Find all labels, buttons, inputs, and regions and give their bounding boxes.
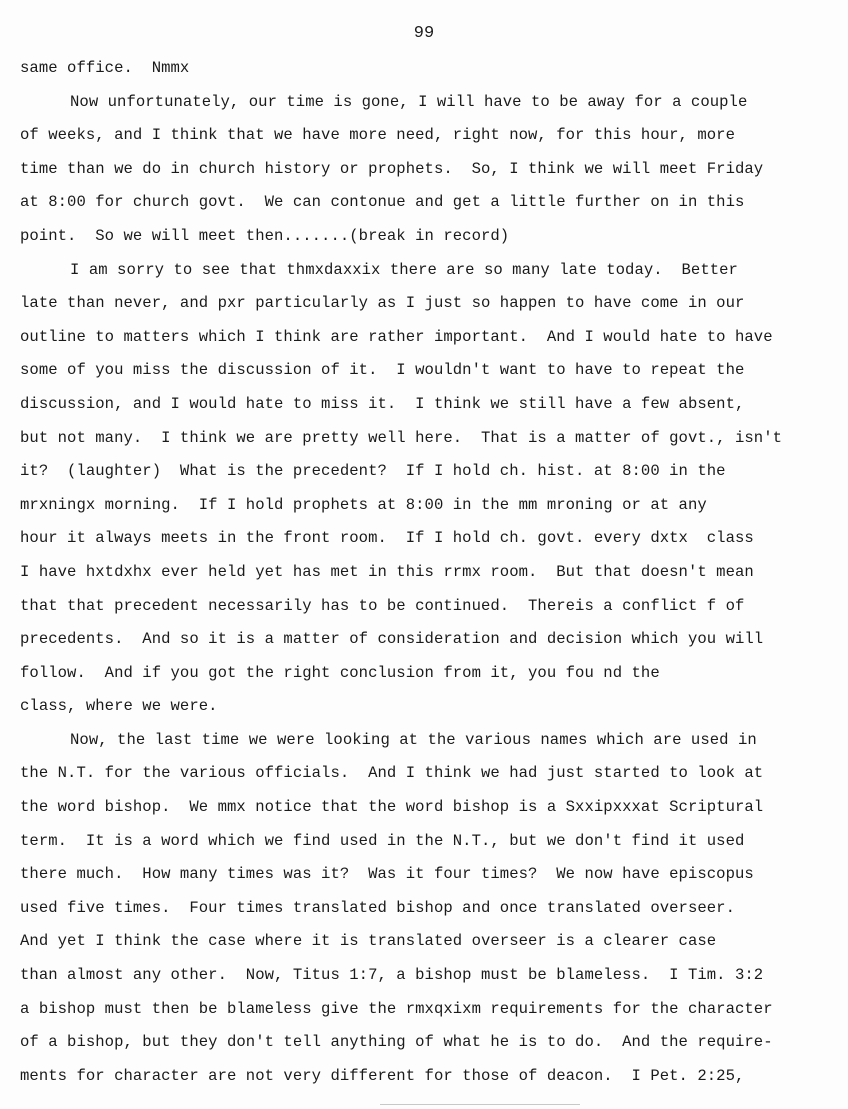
text-line: discussion, and I would hate to miss it. I think we still have a few absent,	[20, 394, 745, 413]
text-line: Now, the last time we were looking at the various names which are used in	[70, 730, 757, 749]
text-line: some of you miss the discussion of it. I wouldn't want to have to repeat the	[20, 361, 745, 380]
text-line: ments for character are not very different for those of deacon. I Pet. 2:25,	[20, 1066, 745, 1085]
bottom-rule	[380, 1104, 580, 1105]
text-line: point. So we will meet then.......(break in record)	[20, 226, 510, 245]
text-line: follow. And if you got the right conclusion from it, you fou nd the	[20, 663, 660, 682]
text-line: same office. Nmmx	[20, 59, 190, 77]
text-line: term. It is a word which we find used in the N.T., but we don't find it used	[20, 831, 745, 850]
text-line: there much. How many times was it? Was it four times? We now have episcopus	[20, 865, 754, 884]
text-line: precedents. And so it is a matter of consideration and decision which you will	[20, 630, 764, 649]
text-line: than almost any other. Now, Titus 1:7, a bishop must be blameless. I Tim. 3:2	[20, 966, 764, 985]
text-line: And yet I think the case where it is translated overseer is a clearer case	[20, 932, 717, 951]
text-line: late than never, and pxr particularly as I just so happen to have come in our	[20, 294, 745, 313]
text-line: hour it always meets in the front room. If I hold ch. govt. every dxtx class	[20, 529, 754, 548]
text-line: outline to matters which I think are rather important. And I would hate to have	[20, 327, 773, 346]
text-line: mrxningx morning. If I hold prophets at 8:00 in the mm mroning or at any	[20, 495, 707, 514]
text-line: that that precedent necessarily has to be continued. Thereis a conflict f of	[20, 596, 745, 615]
text-line: of a bishop, but they don't tell anything of what he is to do. And the require-	[20, 1033, 773, 1052]
text-line: class, where we were.	[20, 697, 218, 716]
text-line: the N.T. for the various officials. And I think we had just started to look at	[20, 764, 764, 783]
text-line: at 8:00 for church govt. We can contonue and get a little further on in this	[20, 193, 745, 212]
text-line: used five times. Four times translated bishop and once translated overseer.	[20, 898, 735, 917]
text-line: it? (laughter) What is the precedent? If I hold ch. hist. at 8:00 in the	[20, 462, 726, 481]
text-line: Now unfortunately, our time is gone, I will have to be away for a couple	[70, 92, 748, 111]
text-line: I am sorry to see that thmxdaxxix there are so many late today. Better	[70, 260, 738, 279]
body-text	[20, 52, 835, 1093]
text-line: the word bishop. We mmx notice that the word bishop is a Sxxipxxxat Scriptural	[20, 798, 764, 817]
text-line: a bishop must then be blameless give the rmxqxixm requirements for the character	[20, 999, 773, 1018]
text-line: I have hxtdxhx ever held yet has met in this rrmx room. But that doesn't mean	[20, 562, 754, 581]
page-number: 99	[413, 24, 435, 43]
text-line: time than we do in church history or prophets. So, I think we will meet Friday	[20, 159, 764, 178]
text-line: but not many. I think we are pretty well here. That is a matter of govt., isn't	[20, 428, 783, 447]
text-line: of weeks, and I think that we have more need, right now, for this hour, more	[20, 126, 735, 145]
